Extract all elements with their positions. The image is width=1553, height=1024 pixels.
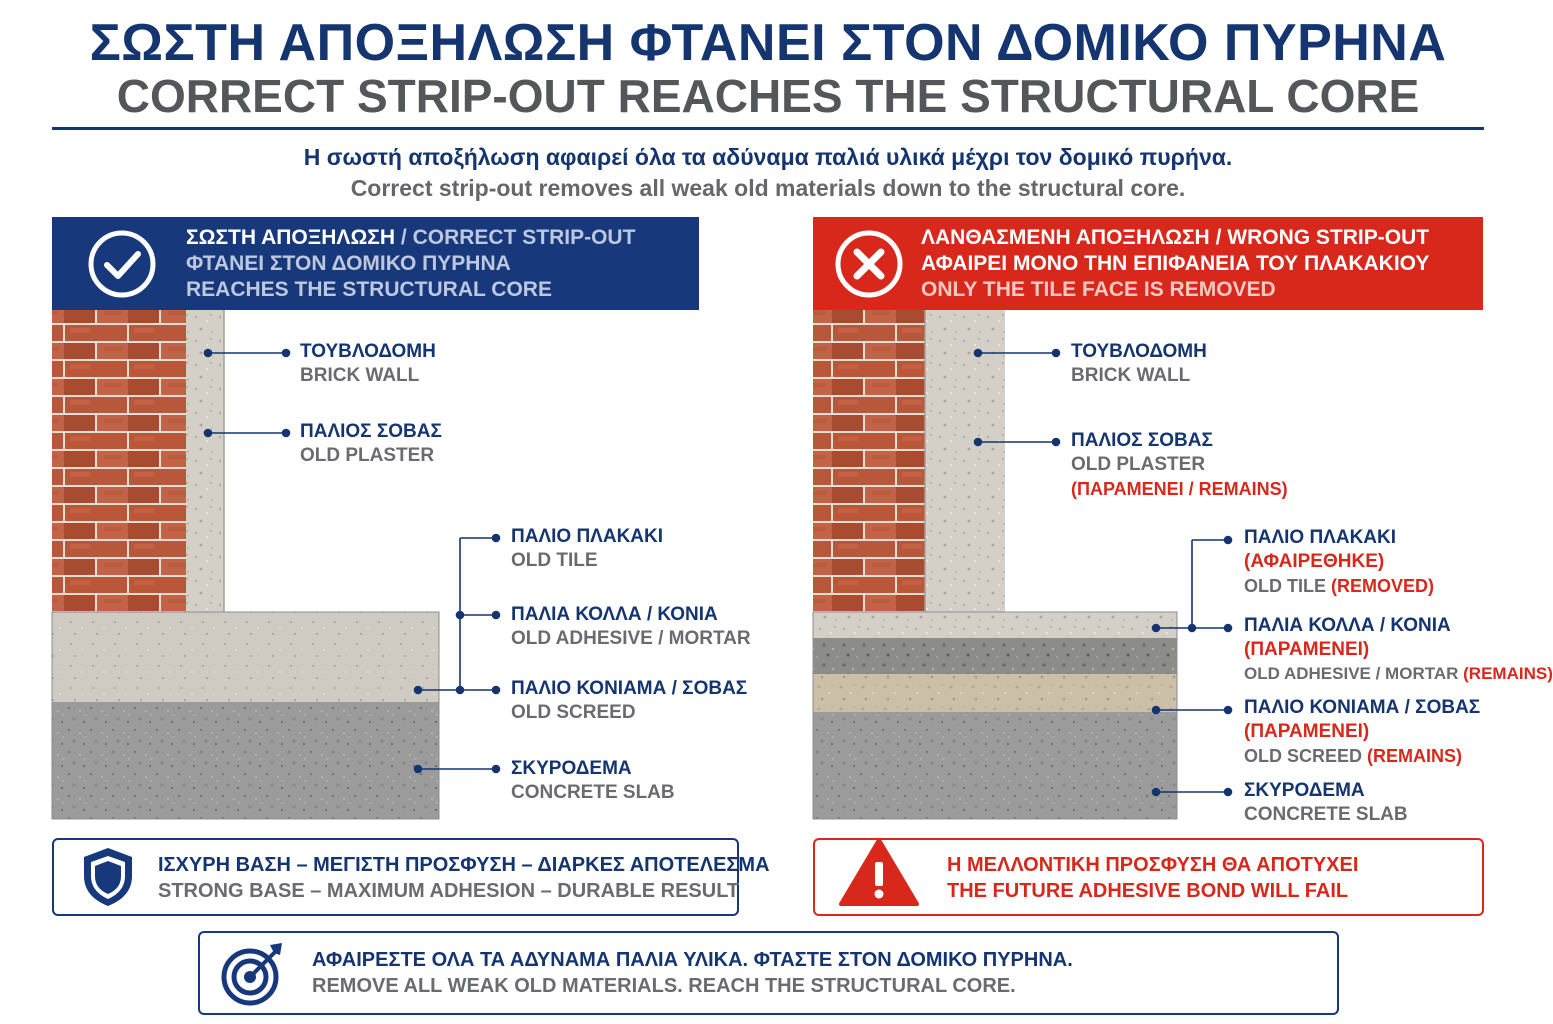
correct-label-tile: ΠΑΛΙΟ ΠΛΑΚΑΚΙ OLD TILE xyxy=(511,526,664,571)
warning-triangle-icon xyxy=(837,836,921,908)
correct-screed-layer xyxy=(52,612,439,702)
correct-footer-greek: ΙΣΧΥΡΗ ΒΑΣΗ – ΜΕΓΙΣΤΗ ΠΡΟΣΦΥΣΗ – ΔΙΑΡΚΕΣ ΑΠΟΤΕΛΕΣΜΑ xyxy=(158,854,770,876)
wrong-label-screed: ΠΑΛΙΟ ΚΟΝΙΑΜΑ / ΣΟΒΑΣ (ΠΑΡΑΜΕΝΕΙ) OLD SCREED (REMAINS) xyxy=(1244,697,1481,766)
shield-icon xyxy=(80,846,136,908)
wrong-header-greek: ΛΑΝΘΑΣΜΕΝΗ ΑΠΟΞΗΛΩΣΗ xyxy=(921,226,1210,249)
page-title-english: CORRECT STRIP-OUT REACHES THE STRUCTURAL CORE xyxy=(116,70,1420,122)
wrong-header-line3: ONLY THE TILE FACE IS REMOVED xyxy=(921,278,1276,301)
correct-brick-wall xyxy=(52,310,186,632)
correct-concrete-slab xyxy=(52,702,439,819)
wrong-adhesive-layer xyxy=(813,638,1177,674)
correct-label-adhesive: ΠΑΛΙΑ ΚΟΛΛΑ / ΚΟΝΙΑ OLD ADHESIVE / MORTAR xyxy=(511,604,751,649)
correct-header-greek: ΣΩΣΤΗ ΑΠΟΞΗΛΩΣΗ xyxy=(186,226,396,249)
wrong-top-plaster-strip xyxy=(813,612,1177,638)
wrong-label-adhesive: ΠΑΛΙΑ ΚΟΛΛΑ / ΚΟΝΙΑ (ΠΑΡΑΜΕΝΕΙ) OLD ADHESIVE / MORTAR (REMAINS) xyxy=(1244,615,1553,683)
correct-label-screed: ΠΑΛΙΟ ΚΟΝΙΑΜΑ / ΣΟΒΑΣ OLD SCREED xyxy=(511,678,748,723)
target-icon xyxy=(220,941,286,1005)
correct-footer-english: STRONG BASE – MAXIMUM ADHESION – DURABLE RESULT xyxy=(158,880,740,902)
wrong-footer-english: THE FUTURE ADHESIVE BOND WILL FAIL xyxy=(947,880,1349,902)
wrong-header-english: WRONG STRIP-OUT xyxy=(1227,226,1430,249)
wrong-label-plaster: ΠΑΛΙΟΣ ΣΟΒΑΣ OLD PLASTER (ΠΑΡΑΜΕΝΕΙ / REMAINS) xyxy=(1071,430,1288,499)
correct-header-line3: REACHES THE STRUCTURAL CORE xyxy=(186,278,552,301)
bottom-banner-english: REMOVE ALL WEAK OLD MATERIALS. REACH THE STRUCTURAL CORE. xyxy=(312,975,1016,997)
wrong-header-sep: / xyxy=(1209,226,1228,249)
wrong-footer-box xyxy=(813,838,1484,916)
page-title-greek: ΣΩΣΤΗ ΑΠΟΞΗΛΩΣΗ ΦΤΑΝΕΙ ΣΤΟΝ ΔΟΜΙΚΟ ΠΥΡΗΝΑ xyxy=(89,14,1447,72)
correct-header-english: CORRECT STRIP-OUT xyxy=(412,226,636,249)
correct-header-sep: / xyxy=(395,226,413,249)
wrong-footer-greek: Η ΜΕΛΛΟΝΤΙΚΗ ΠΡΟΣΦΥΣΗ ΘΑ ΑΠΟΤΥΧΕΙ xyxy=(947,854,1359,876)
correct-footer-box xyxy=(52,838,770,916)
subtitle-greek: Η σωστή αποξήλωση αφαιρεί όλα τα αδύναμα παλιά υλικά μέχρι τον δομικό πυρήνα. xyxy=(303,144,1233,170)
wrong-brick-wall xyxy=(813,310,925,612)
correct-label-plaster: ΠΑΛΙΟΣ ΣΟΒΑΣ OLD PLASTER xyxy=(300,421,442,466)
wrong-label-concrete: ΣΚΥΡΟΔΕΜΑ CONCRETE SLAB xyxy=(1244,780,1408,825)
wrong-label-brick: ΤΟΥΒΛΟΔΟΜΗ BRICK WALL xyxy=(1071,341,1207,386)
wrong-concrete-slab xyxy=(813,712,1177,819)
wrong-label-tile: ΠΑΛΙΟ ΠΛΑΚΑΚΙ (ΑΦΑΙΡΕΘΗΚΕ) OLD TILE (REMOVED) xyxy=(1244,527,1435,596)
wrong-screed-layer xyxy=(813,674,1177,712)
correct-label-concrete: ΣΚΥΡΟΔΕΜΑ CONCRETE SLAB xyxy=(511,758,675,803)
wrong-plaster-layer xyxy=(925,310,1005,612)
wrong-header-line2: ΑΦΑΙΡΕΙ ΜΟΝΟ ΤΗΝ ΕΠΙΦΑΝΕΙΑ ΤΟΥ ΠΛΑΚΑΚΙΟΥ xyxy=(921,252,1430,275)
bottom-banner-greek: ΑΦΑΙΡΕΣΤΕ ΟΛΑ ΤΑ ΑΔΥΝΑΜΑ ΠΑΛΙΑ ΥΛΙΚΑ. ΦΤΑΣΤΕ ΣΤΟΝ ΔΟΜΙΚΟ ΠΥΡΗΝΑ. xyxy=(312,949,1073,971)
subtitle-english: Correct strip-out removes all weak old materials down to the structural core. xyxy=(350,175,1186,201)
correct-label-brick: ΤΟΥΒΛΟΔΟΜΗ BRICK WALL xyxy=(300,341,436,386)
bottom-banner xyxy=(198,931,1339,1015)
correct-header-line2: ΦΤΑΝΕΙ ΣΤΟΝ ΔΟΜΙΚΟ ΠΥΡΗΝΑ xyxy=(186,252,511,275)
correct-plaster-layer xyxy=(186,310,224,632)
